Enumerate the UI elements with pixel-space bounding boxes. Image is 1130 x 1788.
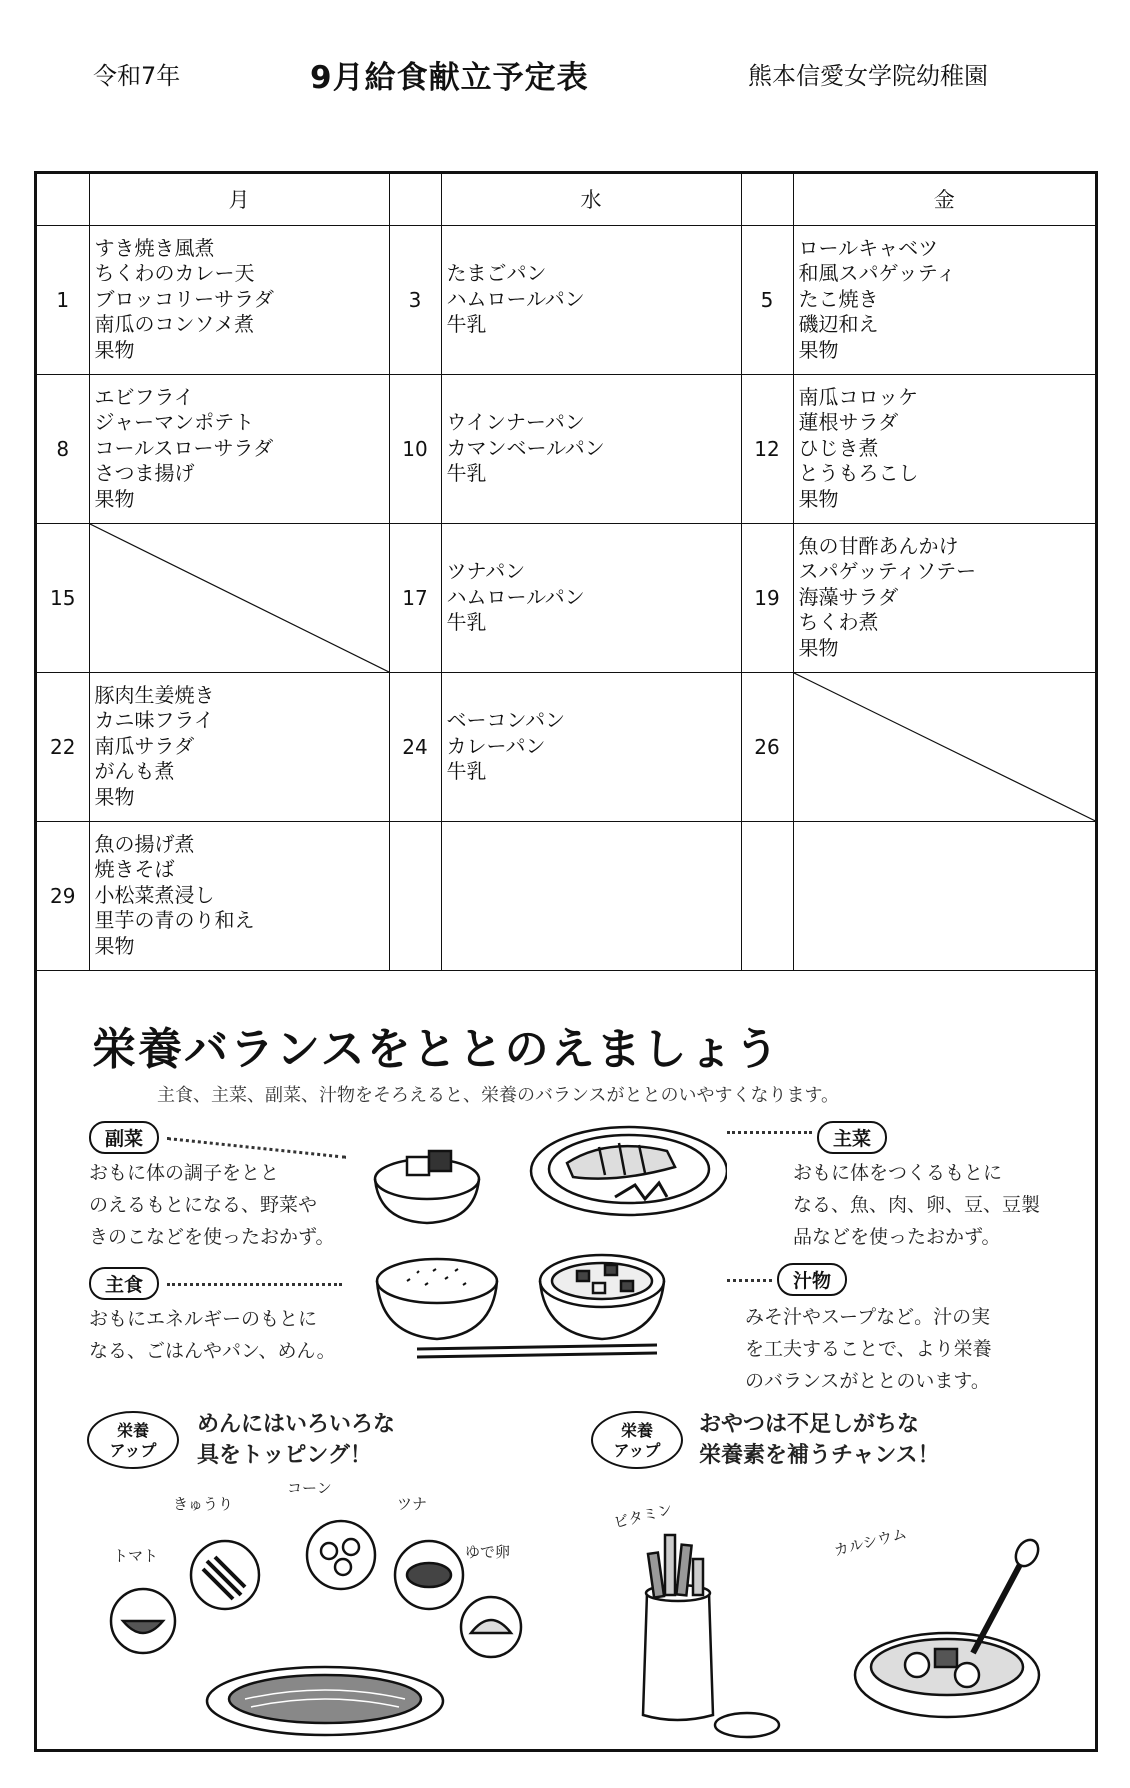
dish-item: ツナパン — [446, 559, 526, 584]
shushoku-label: 主食 — [89, 1267, 159, 1300]
dish-item: ジャーマンポテト — [94, 410, 255, 435]
nutrition-section — [37, 985, 1095, 1749]
no-meal-diagonal — [90, 524, 389, 672]
dishes-wednesday — [441, 523, 741, 672]
shushoku-leader — [167, 1283, 342, 1286]
dish-item: ハムロールパン — [446, 286, 585, 311]
dish-item: 牛乳 — [446, 461, 487, 486]
dishes-wednesday — [441, 225, 741, 374]
nutrition-subtitle: 主食、主菜、副菜、汁物をそろえると、栄養のバランスがととのいやすくなります。 — [157, 1085, 840, 1106]
tip-right-text: おやつは不足しがちな 栄養素を補うチャンス！ — [699, 1412, 940, 1468]
dish-item: カマンベールパン — [446, 435, 605, 460]
shusai-description: おもに体をつくるもとに なる、魚、肉、卵、豆、豆製 品などを使ったおかず。 — [793, 1162, 1041, 1248]
school-name: 熊本信愛女学院幼稚園 — [748, 62, 988, 90]
day-number-friday: 26 — [741, 672, 793, 821]
day-number-wednesday: 3 — [389, 225, 441, 374]
day-number-friday — [741, 821, 793, 970]
snack-illustration — [617, 1525, 1047, 1745]
header-monday: 月 — [89, 174, 389, 225]
topping-corn-label: コーン — [287, 1479, 332, 1497]
noodle-illustration — [95, 1511, 525, 1741]
tip-left-text: めんにはいろいろな 具をトッピング！ — [197, 1412, 396, 1468]
day-number-monday: 15 — [37, 523, 89, 672]
day-number-wednesday — [389, 821, 441, 970]
dish-item: ロールキャベツ — [798, 235, 939, 260]
week-row — [37, 374, 1095, 523]
dish-item: ベーコンパン — [446, 708, 566, 733]
dishes-friday — [793, 523, 1095, 672]
day-number-friday: 5 — [741, 225, 793, 374]
dishes-monday — [89, 672, 389, 821]
dishes-wednesday — [441, 821, 741, 970]
dish-item: スパゲッティソテー — [798, 559, 977, 584]
dish-item: 南瓜のコンソメ煮 — [94, 312, 255, 337]
snack-vitamin-label: ビタミン — [611, 1499, 675, 1532]
topping-tomato-label: トマト — [113, 1547, 159, 1565]
dish-item: 焼きそば — [94, 857, 175, 882]
dish-item: すき焼き風煮 — [94, 235, 215, 260]
header-friday: 金 — [793, 174, 1095, 225]
dish-item: 和風スパゲッティ — [798, 261, 957, 286]
menu-table — [37, 174, 1095, 971]
dish-item: 海藻サラダ — [798, 584, 899, 609]
dish-item: 果物 — [94, 337, 135, 362]
fukusai-label: 副菜 — [89, 1121, 159, 1154]
tip-right-badge: 栄養 アップ — [591, 1411, 683, 1469]
day-number-wednesday: 10 — [389, 374, 441, 523]
no-meal-diagonal — [794, 673, 1096, 821]
week-row — [37, 523, 1095, 672]
fukusai-leader — [167, 1137, 346, 1159]
dish-item: 南瓜コロッケ — [798, 384, 919, 409]
topping-tuna-label: ツナ — [397, 1495, 428, 1513]
shusai-label: 主菜 — [817, 1121, 887, 1154]
day-number-monday: 1 — [37, 225, 89, 374]
dish-item: たこ焼き — [798, 286, 879, 311]
week-row — [37, 672, 1095, 821]
dish-item: 小松菜煮浸し — [94, 882, 215, 907]
header — [0, 52, 1130, 96]
no-meal-cell — [793, 672, 1095, 821]
week-row — [37, 821, 1095, 970]
dishes-monday — [89, 821, 389, 970]
dish-item: 蓮根サラダ — [798, 410, 899, 435]
dish-item: がんも煮 — [94, 759, 175, 784]
shusai-leader — [727, 1131, 812, 1134]
dish-item: 果物 — [94, 784, 135, 809]
dish-item: 果物 — [798, 635, 839, 660]
dish-item: 果物 — [94, 486, 135, 511]
dish-item: さつま揚げ — [94, 461, 195, 486]
dish-item: 牛乳 — [446, 610, 487, 635]
snack-calcium-label: カルシウム — [832, 1524, 909, 1560]
dish-item: 果物 — [798, 337, 839, 362]
dishes-wednesday — [441, 672, 741, 821]
weeks-body — [37, 225, 1095, 970]
no-meal-cell — [89, 523, 389, 672]
day-number-wednesday: 17 — [389, 523, 441, 672]
day-number-friday: 19 — [741, 523, 793, 672]
header-day-cell — [37, 174, 89, 225]
fukusai-description: おもに体の調子をとと のえるもとになる、野菜や きのこなどを使ったおかず。 — [89, 1162, 335, 1248]
dish-item: エビフライ — [94, 384, 194, 409]
dish-item: カレーパン — [446, 733, 546, 758]
dishes-friday — [793, 821, 1095, 970]
day-number-friday: 12 — [741, 374, 793, 523]
menu-frame — [34, 171, 1098, 1752]
dishes-wednesday — [441, 374, 741, 523]
dish-item: コールスローサラダ — [94, 435, 274, 460]
dish-item: 牛乳 — [446, 759, 487, 784]
dish-item: ひじき煮 — [798, 435, 879, 460]
topping-cucumber-label: きゅうり — [173, 1495, 234, 1513]
table-header-row — [37, 174, 1095, 225]
dish-item: ハムロールパン — [446, 584, 585, 609]
dish-item: 牛乳 — [446, 312, 487, 337]
shirumono-label: 汁物 — [777, 1263, 847, 1296]
header-day-cell — [741, 174, 793, 225]
day-number-monday: 22 — [37, 672, 89, 821]
day-number-monday: 8 — [37, 374, 89, 523]
dish-item: カニ味フライ — [94, 708, 214, 733]
dish-item: ちくわ煮 — [798, 610, 879, 635]
header-day-cell — [389, 174, 441, 225]
dishes-monday — [89, 225, 389, 374]
nutrition-title: 栄養バランスをととのえましょう — [92, 1024, 781, 1075]
page-title: 9月給食献立予定表 — [310, 60, 589, 96]
shushoku-description: おもにエネルギーのもとに なる、ごはんやパン、めん。 — [89, 1308, 336, 1362]
dish-item: ちくわのカレー天 — [94, 261, 255, 286]
dish-item: 果物 — [94, 933, 135, 958]
week-row — [37, 225, 1095, 374]
dish-item: ウインナーパン — [446, 410, 585, 435]
dish-item: ブロッコリーサラダ — [94, 286, 274, 311]
dishes-friday — [793, 374, 1095, 523]
dishes-monday — [89, 374, 389, 523]
shirumono-leader — [727, 1279, 772, 1282]
era-year: 令和7年 — [93, 62, 181, 90]
header-wednesday: 水 — [441, 174, 741, 225]
topping-egg-label: ゆで卵 — [465, 1543, 511, 1561]
dish-item: 南瓜サラダ — [94, 733, 195, 758]
dishes-friday — [793, 225, 1095, 374]
dish-item: 魚の揚げ煮 — [94, 831, 195, 856]
shirumono-description: みそ汁やスープなど。汁の実 を工夫することで、より栄養 のバランスがととのいます。 — [745, 1306, 992, 1392]
day-number-wednesday: 24 — [389, 672, 441, 821]
dish-item: 里芋の青のり和え — [94, 908, 255, 933]
day-number-monday: 29 — [37, 821, 89, 970]
tip-left-badge: 栄養 アップ — [87, 1411, 179, 1469]
dish-item: 豚肉生姜焼き — [94, 682, 215, 707]
dish-item: とうもろこし — [798, 461, 919, 486]
meal-illustration — [367, 1113, 727, 1363]
dish-item: 魚の甘酢あんかけ — [798, 533, 959, 558]
dish-item: 果物 — [798, 486, 839, 511]
dish-item: たまごパン — [446, 261, 547, 286]
dish-item: 磯辺和え — [798, 312, 879, 337]
